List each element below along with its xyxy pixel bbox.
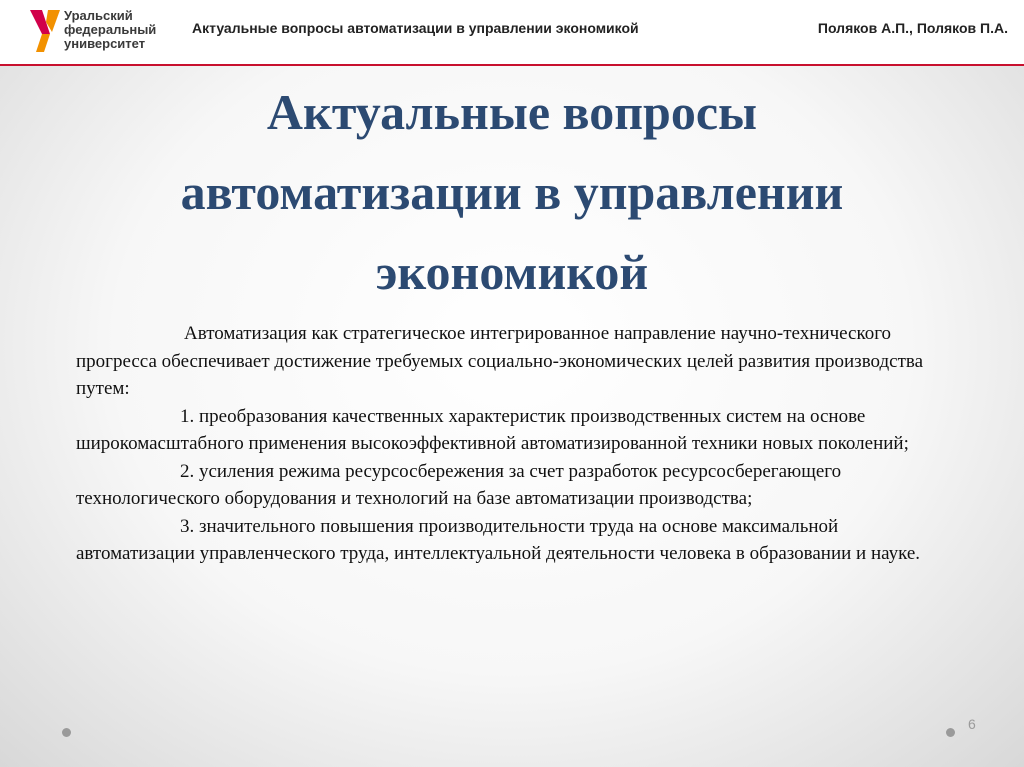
urfu-logo-icon: [28, 8, 62, 54]
logo-line-2: федеральный: [64, 22, 157, 37]
left-dot-icon: [62, 728, 71, 737]
right-dot-icon: [946, 728, 955, 737]
slide-title-line-3: экономикой: [375, 244, 649, 300]
intro-paragraph: [76, 320, 956, 403]
page-number: 6: [968, 716, 976, 732]
list-item: [76, 403, 956, 458]
logo-line-1: Уральский: [64, 8, 133, 23]
slide-title-line-1: Актуальные вопросы: [266, 84, 758, 140]
list-item: [76, 513, 956, 568]
slide-header: [0, 0, 1024, 66]
slide-title: [0, 72, 1024, 312]
logo-line-3: университет: [64, 36, 146, 51]
slide-body: [76, 320, 956, 568]
intro-text: Автоматизация как стратегическое интегрированное направление научно-технического прогресса обеспечивает достижение требуемых социально-экономических целей развития производства путем:: [76, 323, 924, 399]
logo-text: [64, 9, 156, 51]
list-item-1-text: 1. преобразования качественных характеристик производственных систем на основе широкомасштабного применения высокоэффективной автоматизированной техники новых поколений;: [76, 405, 909, 454]
list-item-2-text: 2. усиления режима ресурсосбережения за счет разработок ресурсосберегающего технологического оборудования и технологий на базе автоматизации производства;: [76, 460, 842, 509]
university-logo: [28, 8, 178, 56]
list-item-3-text: 3. значительного повышения производительности труда на основе максимальной автоматизации управленческого труда, интеллектуальной деятельности человека в образовании и науке.: [76, 515, 921, 564]
list-item: [76, 458, 956, 513]
header-title: Актуальные вопросы автоматизации в управлении экономикой: [192, 20, 639, 36]
slide-title-line-2: автоматизации в управлении: [180, 164, 844, 220]
header-authors: Поляков А.П., Поляков П.А.: [817, 20, 1008, 36]
